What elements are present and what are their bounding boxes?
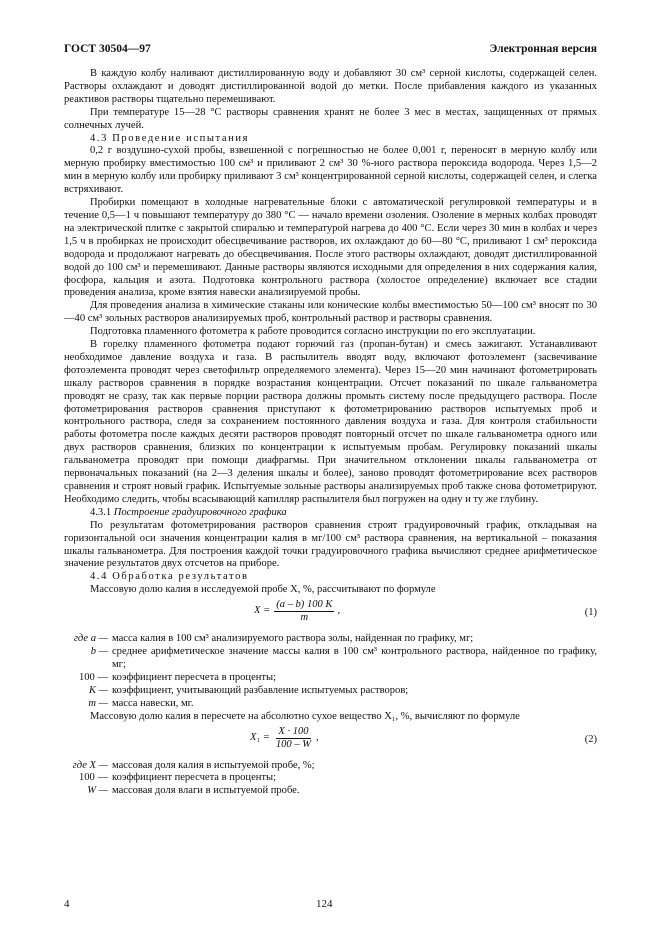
definitions-list-2 — [64, 760, 597, 799]
formula-lhs: X = — [254, 605, 271, 617]
section-heading-4-4: 4.4 Обработка результатов — [90, 571, 249, 583]
definition-item: W — массовая доля влаги в испытуемой пробе. — [87, 785, 300, 797]
definition-item: 100 — коэффициент пересчета в проценты; — [78, 671, 277, 683]
footer-page-number: 124 — [316, 898, 333, 910]
formula-tail: , — [316, 731, 319, 743]
formula-numerator: X · 100 — [278, 725, 309, 737]
definition-item: K — коэффициент, учитывающий разбавление испытуемых растворов; — [88, 684, 409, 696]
formula-denominator: 100 – W — [275, 738, 312, 750]
definition-item: b — среднее арифметическое значение массы калия в 100 см³ контрольного раствора, найденное по графику, мг; — [90, 646, 597, 670]
definition-item: 100 — коэффициент пересчета в проценты; — [78, 772, 277, 784]
formula-numerator: (a – b) 100 K — [276, 599, 333, 611]
paragraph: По результатам фотометрирования растворов сравнения строят градуировочный график, откладывая на горизонтальной оси значения концентрации калия в мг/100 см³ раствора сравнения, на вертикальной – показания шкалы гальванометра. Для построения каждой точки градуировочного графика вычисляют среднее арифметическое значение результатов двух отсчетов на приборе. — [64, 519, 597, 570]
paragraph: Массовую долю калия в пересчете на абсолютно сухое вещество X₁, %, вычисляют по формуле — [90, 710, 520, 722]
paragraph: Пробирки помещают в холодные нагревательные блоки с автоматической регулировкой температуры и в течение 0,5—1 ч повышают температуру до 380 °С — начало времени озоления. Озоление в мерных колбах проводят на электрической плитке с закрытой спиралью и температурой нагрева до 400 °С. Если через 30 мин в колбах и через 1,5 ч в пробирках не происходит обесцвечивание растворов, их охлаждают до 60—80 °С, приливают 1 см³ пероксида водорода и продолжают нагревать до обесцвечивания. После этого растворы охлаждают, доводят дистиллированной водой до 100 см³ и перемешивают. Данные растворы являются исходными для определения в них содержания калия, фосфора, кальция и азота. Подготовка контрольного раствора (холостое определение) включает все стадии проведения анализа, кроме взятия навески анализируемой пробы. — [64, 197, 597, 299]
definition-item: m — масса навески, мг. — [88, 697, 194, 709]
formula-tail: , — [337, 605, 341, 617]
definition-item: где X — массовая доля калия в испытуемой пробе, %; — [72, 759, 315, 771]
formula-2 — [64, 726, 597, 756]
definition-item: где a — масса калия в 100 см³ анализируемого раствора золы, найденная по графику, мг; — [73, 633, 474, 645]
paragraph: 0,2 г воздушно-сухой пробы, взвешенной с погрешностью не более 0,001 г, переносят в мерную колбу или мерную пробирку вместимостью 100 см³ и приливают 2 см³ 30 %-ного раствора пероксида водорода. Через 1,5—2 мин в мерную колбу или пробирку приливают 3 см³ концентрированной серной кислоты, содержащей селен, и слегка встряхивают. — [64, 145, 597, 196]
formula-fraction — [274, 599, 334, 624]
section-number: 4.3.1 — [90, 506, 112, 518]
formula-number: (2) — [584, 733, 597, 745]
formula-fraction — [274, 726, 313, 751]
footer-section-page: 4 — [64, 898, 70, 910]
document-body — [64, 68, 597, 798]
formula-denominator: m — [300, 612, 309, 624]
header-standard-code: ГОСТ 30504—97 — [64, 43, 151, 55]
paragraph: В горелку пламенного фотометра подают горючий газ (пропан-бутан) и смесь зажигают. Устанавливают необходимое давление воздуха и газа. В распылитель вводят воду, включают фотоэлемент (засвечивание фотоэлемента проводят через светофильтр определяемого элемента). Через 15—20 мин начинают фотометрировать шкалу растворов сравнения в порядке возрастания концентрации. Отсчет показаний по шкале гальванометра проводят не сразу, так как первые порции раствора должны промыть систему после предыдущего раствора. После фотометрирования растворов сравнения приступают к фотометрированию растворов испытуемых проб и контрольного раствора, следя за сохранением постоянного давления воздуха и газа. Для контроля стабильности работы фотометра после каждых десяти растворов проводят повторный отсчет по шкале гальванометра одного или двух растворов сравнения, близких по концентрации к испытуемым пробам. Регулировку показаний шкалы гальванометра проводят при помощи диафрагмы. При значительном отклонении шкалы гальванометра от первоначальных показаний (на 2—3 деления шкалы и более), заново проводят фотометрирование всех растворов сравнения и строят новый график. Испытуемые зольные растворы анализируемых проб также снова фотометрируют. Необходимо следить, чтобы всасывающий капилляр распылителя был погружен на одну и ту же глубину. — [64, 339, 597, 505]
definitions-list-1 — [64, 633, 597, 710]
formula-number: (1) — [584, 607, 597, 619]
formula-1 — [64, 599, 597, 629]
section-heading-4-3: 4.3 Проведение испытания — [90, 132, 250, 144]
paragraph: При температуре 15—28 °С растворы сравнения хранят не более 3 мес в местах, защищенных от прямых солнечных лучей. — [64, 106, 597, 131]
paragraph: Подготовка пламенного фотометра к работе проводится согласно инструкции по его эксплуатации. — [90, 326, 536, 338]
paragraph: В каждую колбу наливают дистиллированную воду и добавляют 30 см³ серной кислоты, содержащей селен. Растворы охлаждают и доводят дистиллированной водой до метки. После прибавления каждого из указанных реактивов растворы тщательно перемешивают. — [64, 68, 597, 105]
formula-lhs: X₁ = — [250, 731, 270, 743]
paragraph: Для проведения анализа в химические стаканы или конические колбы вместимостью 50—100 см³ вносят по 30—40 см³ зольных растворов анализируемых проб, контрольный раствор и растворы сравнения. — [64, 300, 597, 325]
paragraph: Массовую долю калия в исследуемой пробе X, %, рассчитывают по формуле — [90, 584, 436, 596]
header-edition-label: Электронная версия — [489, 43, 597, 55]
section-title: Построение градуировочного графика — [113, 506, 287, 518]
section-heading-4-3-1 — [64, 507, 597, 520]
